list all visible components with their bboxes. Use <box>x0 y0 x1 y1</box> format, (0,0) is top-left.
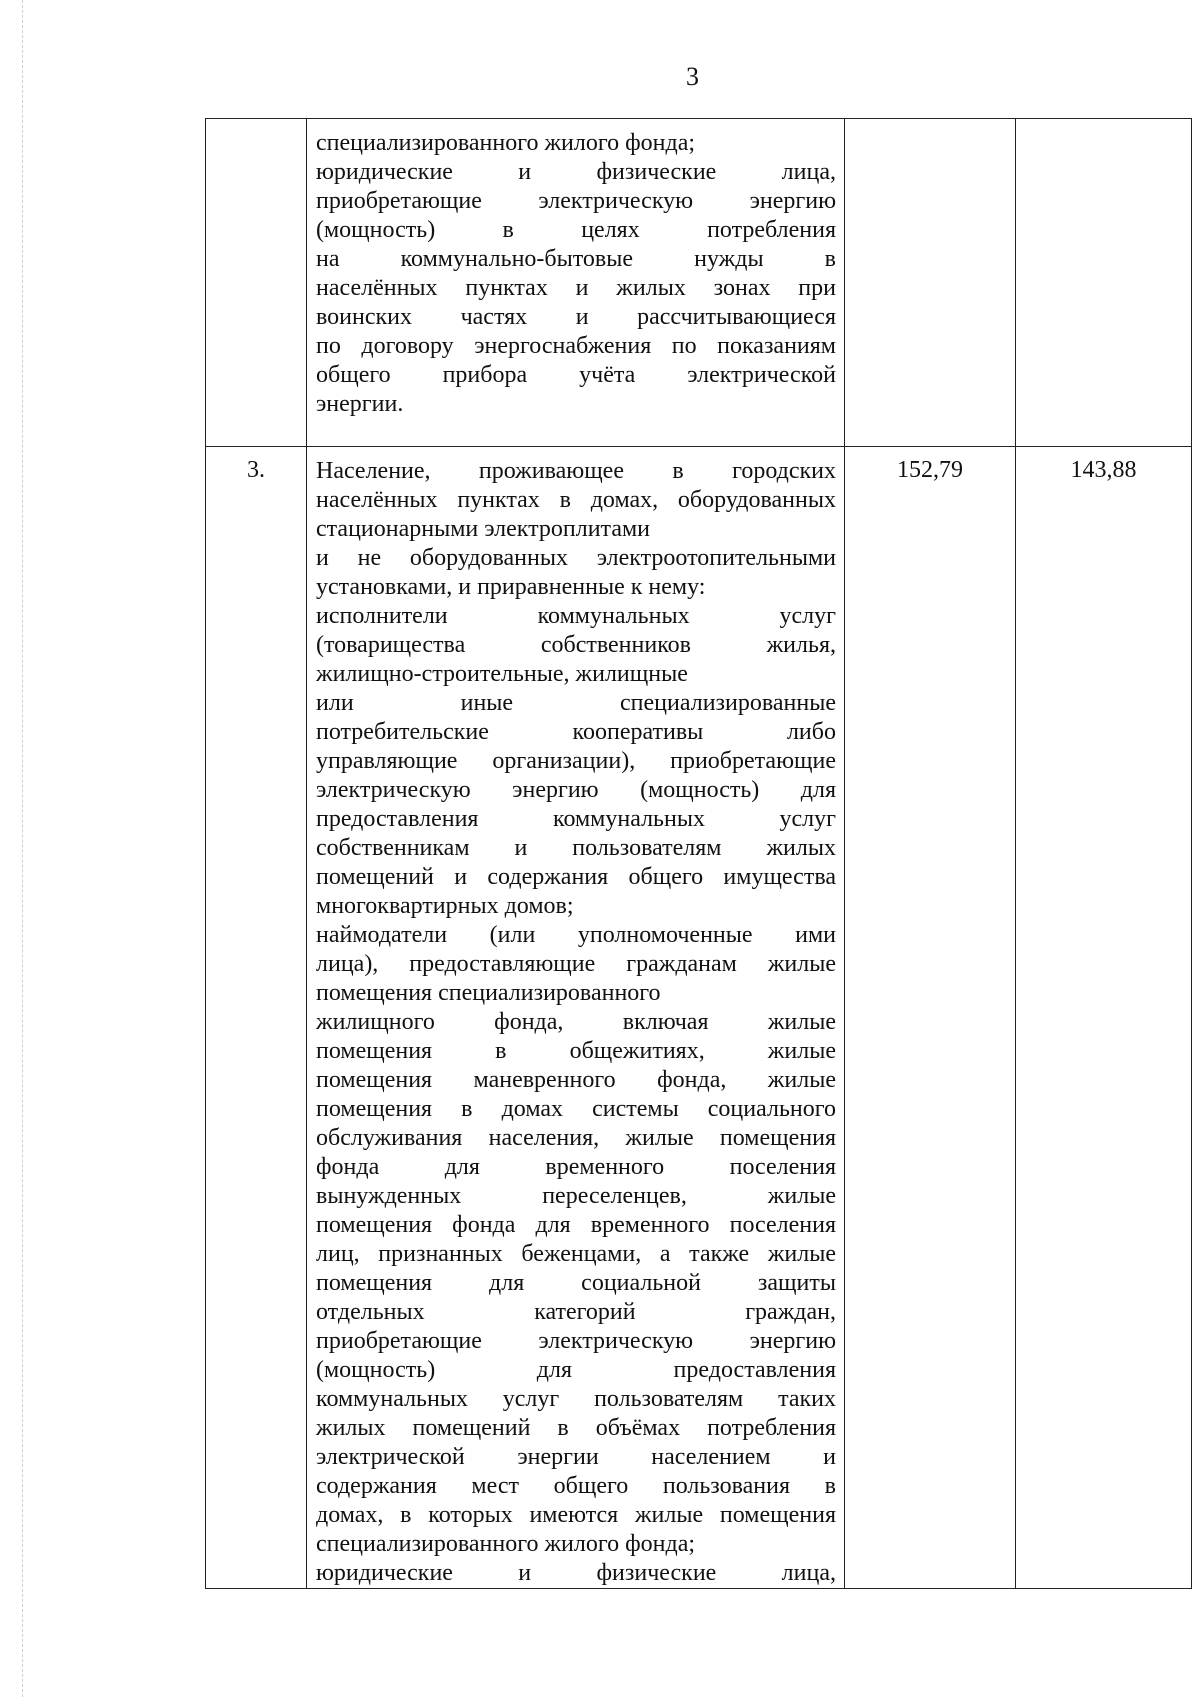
page-number: 3 <box>686 62 699 91</box>
text-line: помещения в домах системы социального <box>316 1096 836 1122</box>
table-row <box>206 119 1192 447</box>
text-line: юридические и физические лица, <box>316 1560 836 1586</box>
text-line: (мощность) в целях потребления <box>316 217 836 243</box>
consumer-category-text <box>307 119 844 419</box>
text-line: лица), предоставляющие гражданам жилые <box>316 951 836 977</box>
text-line: стационарными электроплитами <box>316 516 651 542</box>
text-line: собственникам и пользователям жилых <box>316 835 836 861</box>
text-line: (товарищества собственников жилья, <box>316 632 836 658</box>
tariff-value-2-cell <box>1016 447 1192 1589</box>
text-line: воинских частях и рассчитывающиеся <box>316 304 836 330</box>
text-line: помещения маневренного фонда, жилые <box>316 1067 836 1093</box>
text-line: общего прибора учёта электрической <box>316 362 836 388</box>
consumer-category-cell <box>307 447 845 1589</box>
text-line: помещений и содержания общего имущества <box>316 864 836 890</box>
text-line: приобретающие электрическую энергию <box>316 1328 836 1354</box>
tariff-value-1 <box>845 119 1015 129</box>
text-line: по договору энергоснабжения по показаниям <box>316 333 836 359</box>
text-line: населённых пунктах в домах, оборудованных <box>316 487 836 513</box>
text-line: обслуживания населения, жилые помещения <box>316 1125 836 1151</box>
text-line: жилых помещений в объёмах потребления <box>316 1415 836 1441</box>
text-line: помещения фонда для временного поселения <box>316 1212 836 1238</box>
row-number <box>206 119 306 129</box>
row-number-cell <box>206 119 307 447</box>
text-line: вынужденных переселенцев, жилые <box>316 1183 836 1209</box>
text-line: коммунальных услуг пользователям таких <box>316 1386 836 1412</box>
margin-rule <box>22 0 24 1697</box>
text-line: многоквартирных домов; <box>316 893 574 919</box>
consumer-category-text <box>307 447 844 1588</box>
row-number: 3. <box>247 457 265 483</box>
text-line: специализированного жилого фонда; <box>316 1531 696 1557</box>
text-line: отдельных категорий граждан, <box>316 1299 836 1325</box>
consumer-category-cell <box>307 119 845 447</box>
row-number-cell <box>206 447 307 1589</box>
text-line: электрическую энергию (мощность) для <box>316 777 836 803</box>
tariff-value-2: 143,88 <box>1070 457 1137 483</box>
text-line: содержания мест общего пользования в <box>316 1473 836 1499</box>
tariff-value-2-cell <box>1016 119 1192 447</box>
text-line: энергии. <box>316 391 404 417</box>
text-line: фонда для временного поселения <box>316 1154 836 1180</box>
text-line: управляющие организации), приобретающие <box>316 748 836 774</box>
text-line: жилищного фонда, включая жилые <box>316 1009 836 1035</box>
text-line: исполнители коммунальных услуг <box>316 603 836 629</box>
text-line: электрической энергии населением и <box>316 1444 836 1470</box>
text-line: помещения в общежитиях, жилые <box>316 1038 836 1064</box>
tariff-value-1-cell <box>845 119 1016 447</box>
text-line: потребительские кооперативы либо <box>316 719 836 745</box>
text-line: лиц, признанных беженцами, а также жилые <box>316 1241 836 1267</box>
text-line: наймодатели (или уполномоченные ими <box>316 922 836 948</box>
text-line: установками, и приравненные к нему: <box>316 574 706 600</box>
table-row <box>206 447 1192 1589</box>
tariff-value-1: 152,79 <box>897 457 963 483</box>
text-line: жилищно-строительные, жилищные <box>316 661 688 687</box>
text-line: специализированного жилого фонда; <box>316 130 696 156</box>
text-line: приобретающие электрическую энергию <box>316 188 836 214</box>
text-line: предоставления коммунальных услуг <box>316 806 836 832</box>
text-line: юридические и физические лица, <box>316 159 836 185</box>
text-line: домах, в которых имеются жилые помещения <box>316 1502 836 1528</box>
text-line: и не оборудованных электроотопительными <box>316 545 836 571</box>
text-line: или иные специализированные <box>316 690 836 716</box>
tariff-table <box>205 118 1192 1589</box>
text-line: помещения для социальной защиты <box>316 1270 836 1296</box>
text-line: на коммунально-бытовые нужды в <box>316 246 836 272</box>
text-line: населённых пунктах и жилых зонах при <box>316 275 836 301</box>
text-line: помещения специализированного <box>316 980 661 1006</box>
text-line: Население, проживающее в городских <box>316 458 836 484</box>
tariff-value-1-cell <box>845 447 1016 1589</box>
text-line: (мощность) для предоставления <box>316 1357 836 1383</box>
tariff-value-2 <box>1016 119 1191 129</box>
